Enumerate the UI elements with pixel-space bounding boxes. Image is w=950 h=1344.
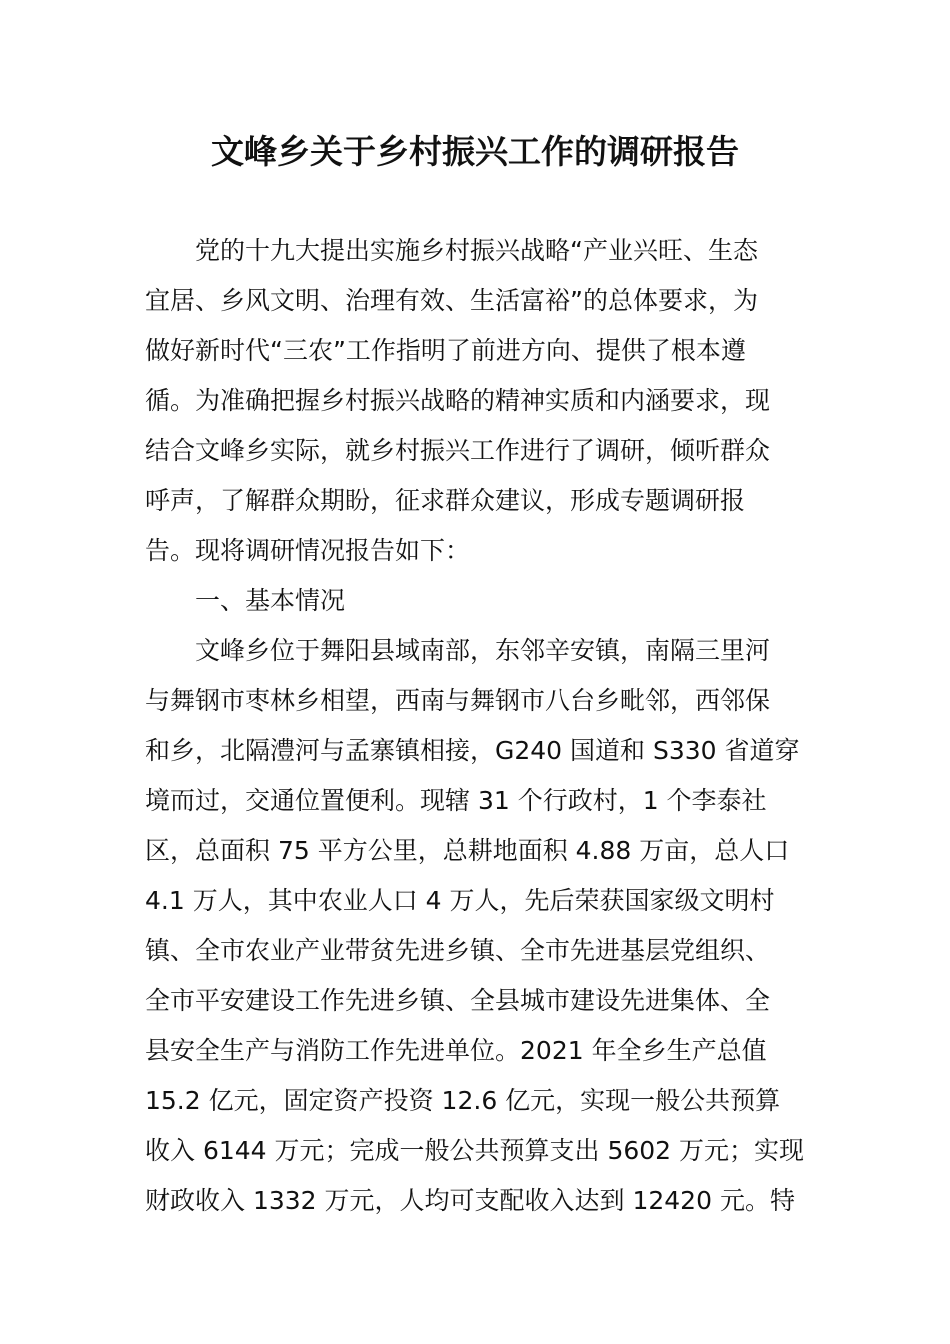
paragraph-line: 党的十九大提出实施乡村振兴战略“产业兴旺、生态 (195, 236, 758, 265)
section-heading: 一、基本情况 (195, 586, 346, 615)
paragraph-line: 15.2 亿元，固定资产投资 12.6 亿元，实现一般公共预算 (145, 1086, 781, 1115)
paragraph-line: 区，总面积 75 平方公里，总耕地面积 4.88 万亩，总人口 (145, 836, 790, 865)
paragraph-line: 结合文峰乡实际，就乡村振兴工作进行了调研，倾听群众 (145, 436, 771, 465)
paragraph-line: 呼声，了解群众期盼，征求群众建议，形成专题调研报 (145, 486, 746, 515)
paragraph-line: 文峰乡位于舞阳县域南部，东邻辛安镇，南隔三里河 (195, 636, 771, 665)
document-title: 文峰乡关于乡村振兴工作的调研报告 (211, 132, 739, 171)
paragraph-line: 收入 6144 万元；完成一般公共预算支出 5602 万元；实现 (145, 1136, 805, 1165)
paragraph-line: 循。为准确把握乡村振兴战略的精神实质和内涵要求，现 (145, 386, 771, 415)
document-body (145, 226, 810, 1226)
paragraph-line: 境而过，交通位置便利。现辖 31 个行政村，1 个李泰社 (145, 786, 767, 815)
paragraph-line: 做好新时代“三农”工作指明了前进方向、提供了根本遵 (145, 336, 746, 365)
paragraph-line: 宜居、乡风文明、治理有效、生活富裕”的总体要求，为 (145, 286, 758, 315)
paragraph-line: 与舞钢市枣林乡相望，西南与舞钢市八台乡毗邻，西邻保 (145, 686, 771, 715)
paragraph-line: 和乡，北隔澧河与孟寨镇相接，G240 国道和 S330 省道穿 (145, 736, 800, 765)
paragraph-line: 4.1 万人，其中农业人口 4 万人，先后荣获国家级文明村 (145, 886, 775, 915)
paragraph-line: 全市平安建设工作先进乡镇、全县城市建设先进集体、全 (145, 986, 771, 1015)
paragraph-line: 县安全生产与消防工作先进单位。2021 年全乡生产总值 (145, 1036, 767, 1065)
paragraph-line: 财政收入 1332 万元，人均可支配收入达到 12420 元。特 (145, 1186, 795, 1215)
paragraph-line: 告。现将调研情况报告如下： (145, 536, 471, 565)
paragraph-line: 镇、全市农业产业带贫先进乡镇、全市先进基层党组织、 (145, 936, 771, 965)
